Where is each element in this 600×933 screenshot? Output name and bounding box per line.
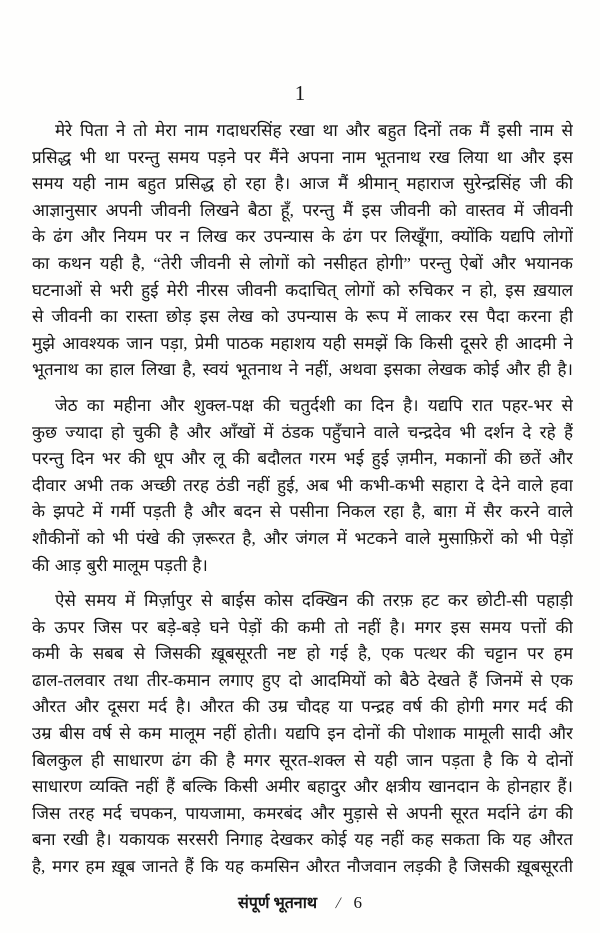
footer-separator-icon: / <box>334 895 343 912</box>
text-line: औरत और दूसरा मर्द है। औरत की उम्र चौदह या पन्द्रह वर्ष की होगी मगर मर्द की <box>32 697 573 717</box>
text-line: कुछ ज्यादा हो चुकी है और आँखों में ठंडक पहुँचाने वाले चन्द्रदेव भी दर्शन दे रहे हैं <box>32 422 573 442</box>
paragraph-3 <box>32 588 573 881</box>
text-line: परन्तु दिन भर की धूप और लू की बदौलत गरम भई हुई ज़मीन, मकानों की छतें और <box>32 449 573 469</box>
paragraph-1 <box>32 118 573 384</box>
text-line: मुझे आवश्यक जान पड़ा, प्रेमी पाठक महाशय यही समझें कि किसी दूसरे ही आदमी ने <box>32 333 573 353</box>
text-line: की आड़ बुरी मालूम पड़ती है। <box>32 555 208 575</box>
text-line: ऐसे समय में मिर्ज़ापुर से बाईस कोस दक्खिन की तरफ़ हट कर छोटी-सी पहाड़ी <box>55 591 573 611</box>
text-line: घटनाओं से भरी हुई मेरी नीरस जीवनी कदाचित् लोगों को रुचिकर न हो, इस ख़याल <box>32 280 573 300</box>
text-line: शौकीनों को भी पंखे की ज़रूरत है, और जंगल में भटकने वाले मुसाफ़िरों को भी पेड़ों <box>32 528 573 548</box>
text-line: मेरे पिता ने तो मेरा नाम गदाधरसिंह रखा था और बहुत दिनों तक मैं इसी नाम से <box>55 121 573 140</box>
text-line: बना रखी है। यकायक सरसरी निगाह देखकर कोई यह नहीं कह सकता कि यह औरत <box>32 830 573 850</box>
text-line: ढाल-तलवार तथा तीर-कमान लगाए हुए दो आदमियों को बैठे देखते हैं जिनमें से एक <box>32 670 573 690</box>
text-line: साधारण व्यक्ति नहीं हैं बल्कि किसी अमीर बहादुर और क्षत्रीय खानदान के होनहार हैं। <box>32 777 573 797</box>
text-line: जेठ का महीना और शुक्ल-पक्ष की चतुर्दशी का दिन है। यद्यपि रात पहर-भर से <box>55 395 573 415</box>
text-line: समय यही नाम बहुत प्रसिद्ध हो रहा है। आज मैं श्रीमान् महाराज सुरेन्द्रसिंह जी की <box>32 174 573 194</box>
chapter-number: 1 <box>294 81 306 105</box>
text-line: भूतनाथ का हाल लिखा है, स्वयं भूतनाथ ने नहीं, अथवा इसका लेखक कोई और ही है। <box>32 360 573 380</box>
text-line: प्रसिद्ध भी था परन्तु समय पड़ने पर मैंने अपना नाम भूतनाथ रख लिया था और इस <box>32 147 573 167</box>
book-title: संपूर्ण भूतनाथ <box>237 895 318 912</box>
page-body <box>32 118 573 890</box>
text-line: बिलकुल ही साधारण ढंग की है मगर सूरत-शक्ल से यही जान पड़ता है कि ये दोनों <box>32 750 573 770</box>
page-footer <box>0 892 600 915</box>
text-line: से जीवनी का रास्ता छोड़ इस लेख को उपन्यास के रूप में लाकर रस पैदा करना ही <box>32 307 573 327</box>
text-line: जिस तरह मर्द चपकन, पायजामा, कमरबंद और मुड़ासे से अपनी सूरत मर्दाने ढंग की <box>32 803 573 823</box>
text-line: का कथन यही है, “तेरी जीवनी से लोगों को नसीहत होगी” परन्तु ऐबों और भयानक <box>32 253 573 273</box>
text-line: आज्ञानुसार अपनी जीवनी लिखने बैठा हूँ, परन्तु मैं इस जीवनी को वास्तव में जीवनी <box>32 200 573 220</box>
text-line: उम्र बीस वर्ष से कम मालूम नहीं होती। यद्यपि इन दोनों की पोशाक मामूली सादी और <box>32 724 573 744</box>
paragraph-2 <box>32 393 573 579</box>
text-line: है, मगर हम ख़ूब जानते हैं कि यह कमसिन औरत नौजवान लड़की है जिसकी ख़ूबसूरती <box>32 857 573 877</box>
text-line: दीवार अभी तक अच्छी तरह ठंडी नहीं हुई, अब भी कभी-कभी सहारा दे देने वाले हवा <box>32 475 573 495</box>
text-line: कमी के सबब से जिसकी ख़ूबसूरती नष्ट हो गई है, एक पत्थर की चट्टान पर हम <box>32 644 573 664</box>
text-line: के झपटे में गर्मी पड़ती है और बदन से पसीना निकल रहा है, बाग़ में सैर करने वाले <box>32 502 573 522</box>
page-number: 6 <box>353 893 363 912</box>
text-line: के ऊपर जिस पर बड़े-बड़े घने पेड़ों की कमी तो नहीं है। मगर इस समय पत्तों की <box>32 617 573 637</box>
text-line: के ढंग और नियम पर न लिख कर उपन्यास के ढंग पर लिखूँगा, क्योंकि यद्यपि लोगों <box>32 227 573 247</box>
